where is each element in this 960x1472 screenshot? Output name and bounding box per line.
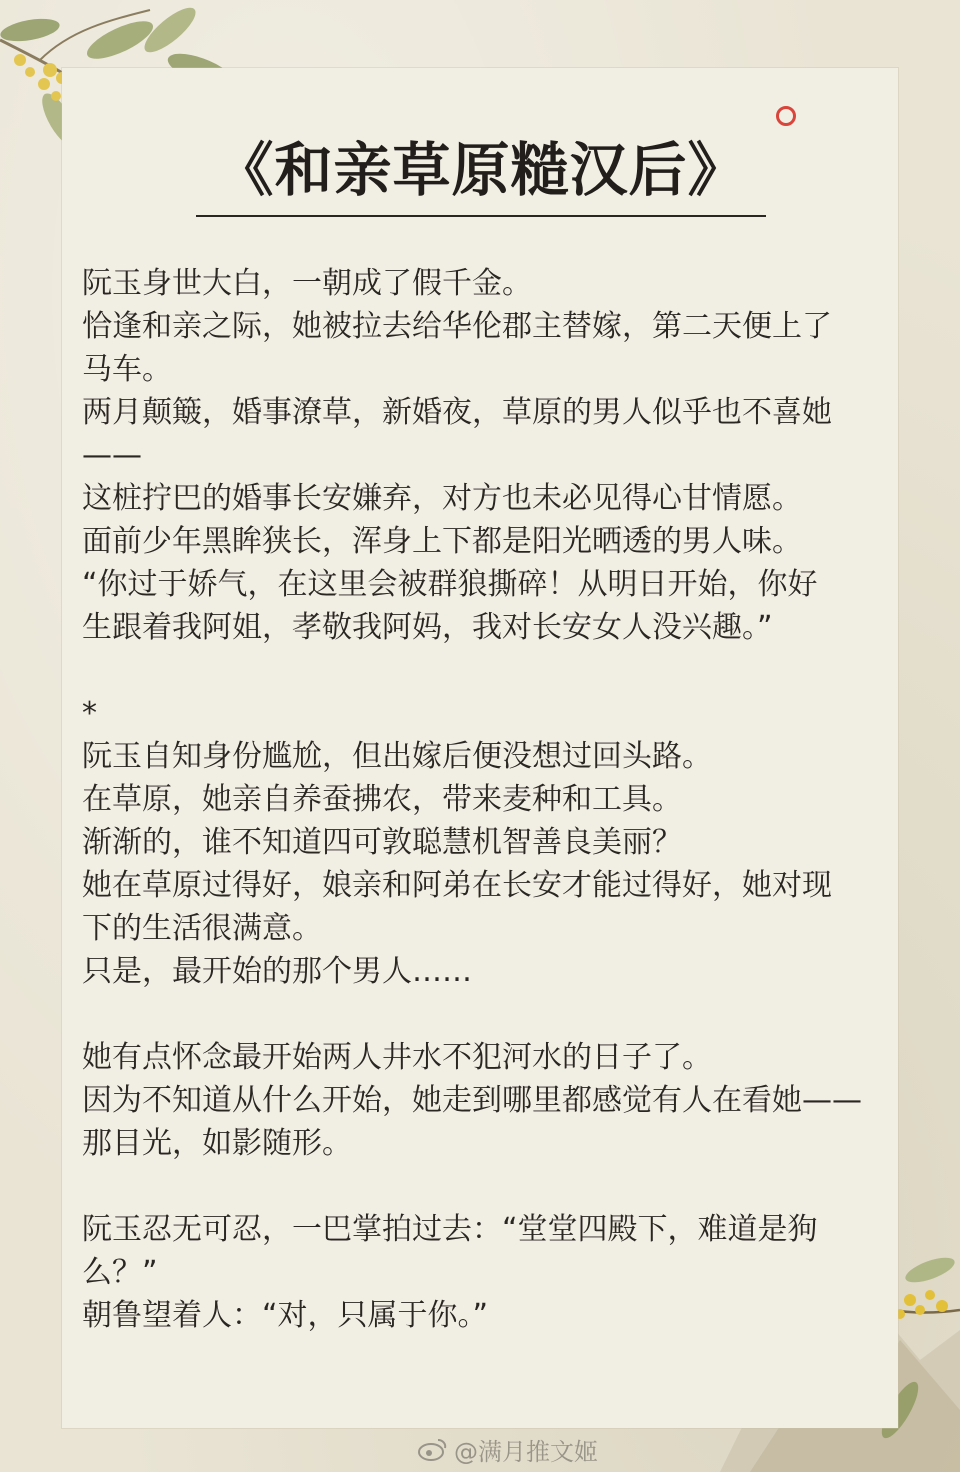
text-line: 两月颠簸，婚事潦草，新婚夜，草原的男人似乎也不喜她 [82, 395, 832, 430]
text-line: 这桩拧巴的婚事长安嫌弃，对方也未必见得心甘情愿。 [82, 481, 802, 516]
book-title: 《和亲草原糙汉后》 [215, 136, 747, 204]
text-line: 面前少年黑眸狭长，浑身上下都是阳光晒透的男人味。 [82, 524, 802, 559]
text-line: 因为不知道从什么开始，她走到哪里都感觉有人在看她—— [82, 1083, 862, 1118]
synopsis-text [82, 262, 882, 1337]
red-circle-seal-icon [776, 106, 796, 126]
blank-line [82, 649, 882, 692]
text-line: 她有点怀念最开始两人井水不犯河水的日子了。 [82, 1040, 712, 1075]
section-separator: * [82, 696, 97, 731]
text-line: 马车。 [82, 352, 172, 387]
text-line: 朝鲁望着人：“对，只属于你。” [82, 1298, 489, 1333]
watermark-text: @满月推文姬 [454, 1437, 598, 1466]
text-line: —— [82, 438, 142, 473]
text-line: 阮玉身世大白，一朝成了假千金。 [82, 266, 532, 301]
text-line: 阮玉自知身份尴尬，但出嫁后便没想过回头路。 [82, 739, 712, 774]
text-line: 在草原，她亲自养蚕拂农，带来麦种和工具。 [82, 782, 682, 817]
text-line: 生跟着我阿姐，孝敬我阿妈，我对长安女人没兴趣。” [82, 610, 773, 645]
text-line: 阮玉忍无可忍，一巴掌拍过去：“堂堂四殿下，难道是狗 [82, 1212, 818, 1247]
text-line: 恰逢和亲之际，她被拉去给华伦郡主替嫁，第二天便上了 [82, 309, 832, 344]
text-line: 那目光，如影随形。 [82, 1126, 352, 1161]
text-line: 只是，最开始的那个男人…… [82, 954, 472, 989]
blank-line [82, 993, 882, 1036]
watermark [418, 1432, 598, 1466]
text-line: 渐渐的，谁不知道四可敦聪慧机智善良美丽？ [82, 825, 682, 860]
weibo-icon [418, 1436, 448, 1462]
text-line: 她在草原过得好，娘亲和阿弟在长安才能过得好，她对现 [82, 868, 832, 903]
title-underline [196, 215, 766, 217]
text-line: 下的生活很满意。 [82, 911, 322, 946]
blank-line [82, 1165, 882, 1208]
text-line: 么？” [82, 1255, 158, 1290]
text-line: “你过于娇气，在这里会被群狼撕碎！从明日开始，你好 [82, 567, 818, 602]
